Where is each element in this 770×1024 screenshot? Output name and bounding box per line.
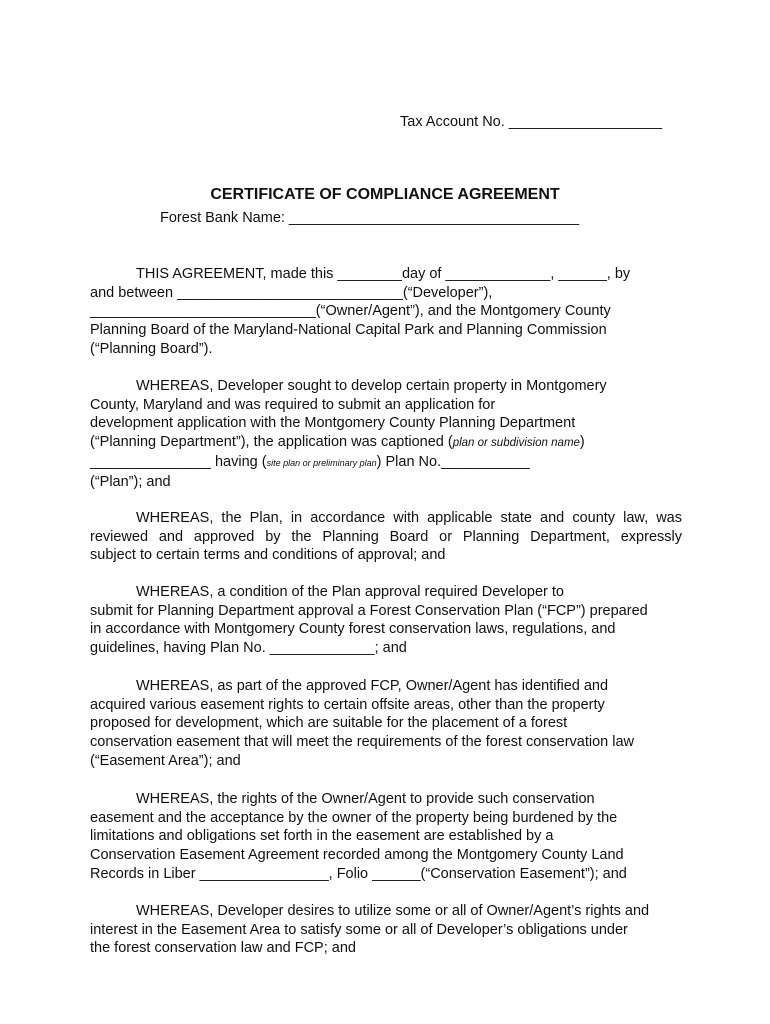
agreement-line: (“Planning Board”). — [90, 340, 213, 357]
whereas-line: reviewed and approved by the Planning Board or Planning Department, expressly — [90, 528, 682, 545]
whereas-line: development application with the Montgomery County Planning Department — [90, 415, 576, 432]
document-title: CERTIFICATE OF COMPLIANCE AGREEMENT — [210, 186, 560, 203]
agreement-line: ____________________________(“Owner/Agent”), and the Montgomery County — [90, 303, 611, 320]
whereas-condition-paragraph — [90, 583, 682, 658]
whereas-rights-paragraph — [90, 790, 682, 884]
caption-prefix: (“Planning Department”), the application was captioned ( — [90, 434, 453, 451]
whereas-fcp-paragraph — [90, 677, 682, 771]
agreement-line: and between ____________________________(“Developer”), — [90, 284, 493, 301]
caption-suffix: ) — [579, 434, 585, 451]
whereas-line: submit for Planning Department approval a Forest Conservation Plan (“FCP”) prepared — [90, 602, 648, 619]
forest-bank-line: Forest Bank Name: ____________________________________ — [160, 210, 580, 226]
whereas-plan-paragraph — [90, 509, 682, 565]
whereas-line: subject to certain terms and conditions of approval; and — [90, 547, 446, 564]
having-prefix: _______________ having ( — [90, 453, 267, 470]
having-hint: site plan or preliminary plan — [266, 457, 377, 468]
having-line — [90, 453, 682, 473]
whereas-line: the forest conservation law and FCP; and — [90, 940, 356, 957]
whereas-develop-paragraph — [90, 377, 682, 491]
whereas-line: conservation easement that will meet the requirements of the forest conservation law — [90, 734, 635, 751]
whereas-line: (“Easement Area”); and — [90, 752, 241, 769]
whereas-line: County, Maryland and was required to submit an application for — [90, 396, 496, 413]
whereas-line: WHEREAS, as part of the approved FCP, Owner/Agent has identified and — [136, 678, 609, 694]
whereas-line: guidelines, having Plan No. _____________; and — [90, 640, 407, 657]
caption-hint: plan or subdivision name — [452, 437, 580, 450]
agreement-line: THIS AGREEMENT, made this ________day of _____________, ______, by — [136, 266, 631, 282]
whereas-line: WHEREAS, Developer desires to utilize some or all of Owner/Agent’s rights and — [136, 903, 650, 919]
whereas-line: (“Plan”); and — [90, 473, 171, 490]
whereas-line: in accordance with Montgomery County forest conservation laws, regulations, and — [90, 621, 616, 638]
whereas-line: WHEREAS, the Plan, in accordance with applicable state and county law, was — [136, 510, 682, 526]
whereas-line: acquired various easement rights to certain offsite areas, other than the property — [90, 696, 605, 713]
whereas-line: proposed for development, which are suitable for the placement of a forest — [90, 715, 568, 732]
whereas-line: WHEREAS, a condition of the Plan approval required Developer to — [136, 584, 564, 600]
whereas-line: Conservation Easement Agreement recorded among the Montgomery County Land — [90, 847, 624, 864]
having-suffix: ) Plan No.___________ — [376, 453, 530, 470]
whereas-line: Records in Liber ________________, Folio ______(“Conservation Easement”); and — [90, 865, 627, 882]
caption-line — [90, 433, 682, 453]
whereas-line: interest in the Easement Area to satisfy some or all of Developer’s obligations under — [90, 921, 628, 938]
whereas-line: easement and the acceptance by the owner of the property being burdened by the — [90, 809, 618, 826]
whereas-line: limitations and obligations set forth in the easement are established by a — [90, 828, 554, 845]
agreement-paragraph — [90, 265, 682, 359]
tax-account-line: Tax Account No. ___________________ — [400, 114, 663, 130]
agreement-line: Planning Board of the Maryland-National Capital Park and Planning Commission — [90, 322, 607, 339]
whereas-line: WHEREAS, the rights of the Owner/Agent to provide such conservation — [136, 791, 595, 807]
whereas-desires-paragraph — [90, 902, 682, 958]
whereas-line: WHEREAS, Developer sought to develop certain property in Montgomery — [136, 378, 607, 394]
